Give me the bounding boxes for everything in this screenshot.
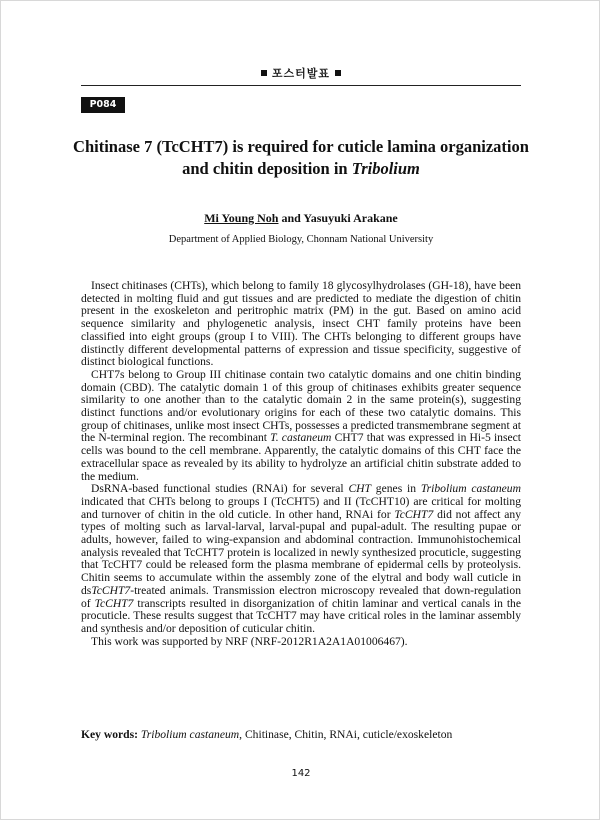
italic-run: TcCHT7 xyxy=(91,583,131,597)
text-run: genes in xyxy=(371,482,421,496)
section-header-text: 포스터발표 xyxy=(271,67,331,80)
italic-run: TcCHT7 xyxy=(94,596,134,610)
text-run: transcripts resulted in disorganization of chitin laminar and vertical canals in the procuticle. These results suggest that TcCHT7 may have critical roles in the laminar assembly and synthesis and/or deposition of cuticular chitin. xyxy=(81,596,521,635)
abstract-paragraph: Insect chitinases (CHTs), which belong to family 18 glycosylhydrolases (GH-18), have been detected in molting fluid and gut tissues and are predicted to mediate the digestion of chitin present in the exoskeleton and peritrophic matrix (PM) in the gut. Based on amino acid sequence similarity and phylogenetic analysis, insect CHT family proteins have been classified into eight groups (group I to VIII). The CHTs belonging to different groups have distinctly different developmental patterns of expression and tissue specificity, suggestive of distinct biological functions. xyxy=(81,279,521,369)
square-bullet-icon xyxy=(261,70,267,76)
text-run: indicated that CHTs belong to groups I (TcCHT5) and II (TcCHT10) are critical for molting and turnover of chitin in the old cuticle. In other hand, RNAi for xyxy=(81,494,521,521)
text-run: did not affect any types of molting such as larval-larval, larval-pupal and pupal-adult. The resulting pupae or adults, however, failed to wing-expansion and abdominal contraction. Immunohistochemical analysis revealed that TcCHT7 protein is localized in newly synthesized procuticle, suggesting that TcCHT7 could be released form the plasma membrane of epidermal cells by proteolysis. Chitin seems to accumulate within the assembly zone of the elytral and body wall cuticle in ds xyxy=(81,507,521,597)
poster-id-badge: P084 xyxy=(81,97,125,113)
italic-run: T. castaneum xyxy=(270,431,332,445)
coauthors: and Yasuyuki Arakane xyxy=(278,211,398,225)
keywords xyxy=(81,728,521,741)
keywords-list: , Chitinase, Chitin, RNAi, cuticle/exoskeleton xyxy=(239,728,453,741)
italic-run: CHT xyxy=(348,482,371,496)
text-run: -treated animals. Transmission electron microscopy revealed that down-regulation of xyxy=(81,583,521,610)
text-run: CHT7s belong to Group III chitinase contain two catalytic domains and one chitin binding domain (CBD). The catalytic domain 1 of this group of chitinases exhibits greater sequence similarity to one another than to the catalytic domain 2 in the same protein(s), suggesting distinct functions and/or evolutionary origins for each of these two catalytic domains. This group of chitinases, unlike most insect CHTs, possesses a predicted transmembrane segment at the N-terminal region. The recombinant xyxy=(81,367,521,445)
title-text: Chitinase 7 (TcCHT7) is required for cuticle lamina organization and chitin deposition in xyxy=(73,137,529,178)
title-genus: Tribolium xyxy=(351,159,420,178)
abstract-paragraph xyxy=(81,369,521,483)
header-divider xyxy=(81,85,521,86)
italic-run: TcCHT7 xyxy=(394,507,434,521)
italic-run: Tribolium castaneum xyxy=(420,482,521,496)
square-bullet-icon xyxy=(335,70,341,76)
page-number: 142 xyxy=(291,768,311,779)
affiliation: Department of Applied Biology, Chonnam National University xyxy=(168,234,434,245)
acknowledgement: This work was supported by NRF (NRF-2012R1A2A1A01006467). xyxy=(91,634,408,648)
text-run: DsRNA-based functional studies (RNAi) for several xyxy=(91,482,349,496)
keywords-species: Tribolium castaneum xyxy=(140,728,240,741)
paper-title xyxy=(61,136,541,180)
keywords-label: Key words: xyxy=(81,728,138,741)
abstract-body xyxy=(81,280,521,648)
abstract-paragraph xyxy=(81,483,521,635)
section-header xyxy=(1,65,600,81)
authors xyxy=(1,211,600,226)
presenting-author: Mi Young Noh xyxy=(204,211,279,225)
text-run: CHT7 that was expressed in Hi-5 insect cells was bound to the cell membrane. Apparently, the catalytic domains of this CHT face the extracellular space as revealed by its ability to hydrolyze an artificial chitin substrate added to the medium. xyxy=(81,431,522,483)
